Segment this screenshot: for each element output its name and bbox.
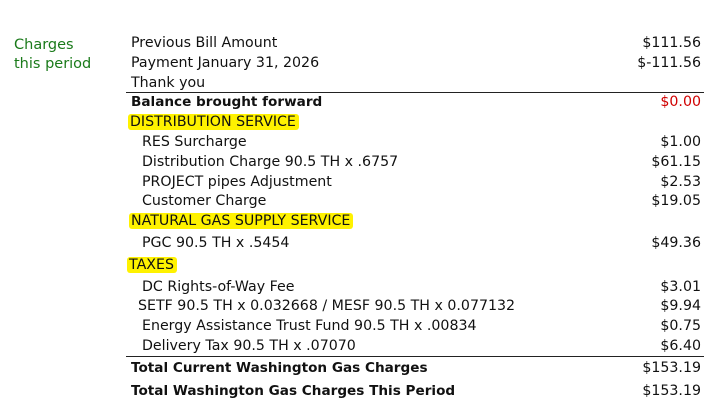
item-label: Energy Assistance Trust Fund 90.5 TH x .00834 (142, 318, 477, 335)
summary-row-payment (126, 54, 704, 74)
taxes-item (126, 278, 704, 298)
section-label-line-1: Charges (14, 37, 74, 53)
taxes-item (126, 337, 704, 357)
supply-heading-row (126, 212, 704, 232)
item-amount: $9.94 (660, 298, 701, 315)
total-current-amount: $153.19 (642, 359, 701, 376)
supply-heading: NATURAL GAS SUPPLY SERVICE (129, 213, 353, 229)
taxes-heading: TAXES (127, 257, 177, 273)
total-current-row (126, 359, 704, 379)
item-label: RES Surcharge (142, 133, 247, 150)
item-label: PROJECT pipes Adjustment (142, 173, 332, 190)
distribution-heading: DISTRIBUTION SERVICE (128, 114, 299, 130)
distribution-item (126, 192, 704, 212)
balance-amount: $0.00 (660, 94, 701, 111)
item-label: Delivery Tax 90.5 TH x .07070 (142, 337, 356, 354)
distribution-item (126, 173, 704, 193)
item-amount: $19.05 (651, 193, 701, 210)
balance-label: Balance brought forward (131, 94, 323, 111)
supply-item (126, 234, 704, 254)
distribution-heading-row (126, 113, 704, 133)
total-period-label: Total Washington Gas Charges This Period (131, 382, 456, 399)
item-amount: $2.53 (660, 173, 701, 190)
item-label: Distribution Charge 90.5 TH x .6757 (142, 153, 399, 170)
item-label: DC Rights-of-Way Fee (142, 278, 295, 295)
row-amount: $-111.56 (637, 54, 701, 71)
distribution-item (126, 153, 704, 173)
item-amount: $0.75 (660, 318, 701, 335)
row-label: Payment January 31, 2026 (131, 54, 320, 71)
item-amount: $49.36 (651, 234, 701, 251)
summary-row-previous-bill (126, 34, 704, 54)
charges-this-period-label (14, 36, 114, 74)
distribution-item (126, 133, 704, 153)
item-label: PGC 90.5 TH x .5454 (142, 234, 290, 251)
taxes-item (126, 297, 704, 317)
item-amount: $1.00 (660, 133, 701, 150)
total-current-label: Total Current Washington Gas Charges (131, 359, 428, 376)
taxes-heading-row (126, 256, 704, 276)
item-label: SETF 90.5 TH x 0.032668 / MESF 90.5 TH x 0.077132 (138, 298, 516, 315)
row-amount: $111.56 (642, 35, 701, 51)
total-period-row (126, 382, 704, 402)
taxes-item (126, 317, 704, 337)
total-period-amount: $153.19 (642, 382, 701, 399)
item-amount: $61.15 (651, 153, 701, 170)
row-label: Thank you (131, 74, 206, 91)
charges-table (126, 34, 704, 401)
item-amount: $3.01 (660, 278, 701, 295)
section-label-line-2: this period (14, 56, 92, 72)
item-label: Customer Charge (142, 193, 267, 210)
summary-row-thank-you (126, 74, 704, 94)
item-amount: $6.40 (660, 337, 701, 354)
row-label: Previous Bill Amount (131, 35, 278, 51)
balance-row (126, 93, 704, 113)
